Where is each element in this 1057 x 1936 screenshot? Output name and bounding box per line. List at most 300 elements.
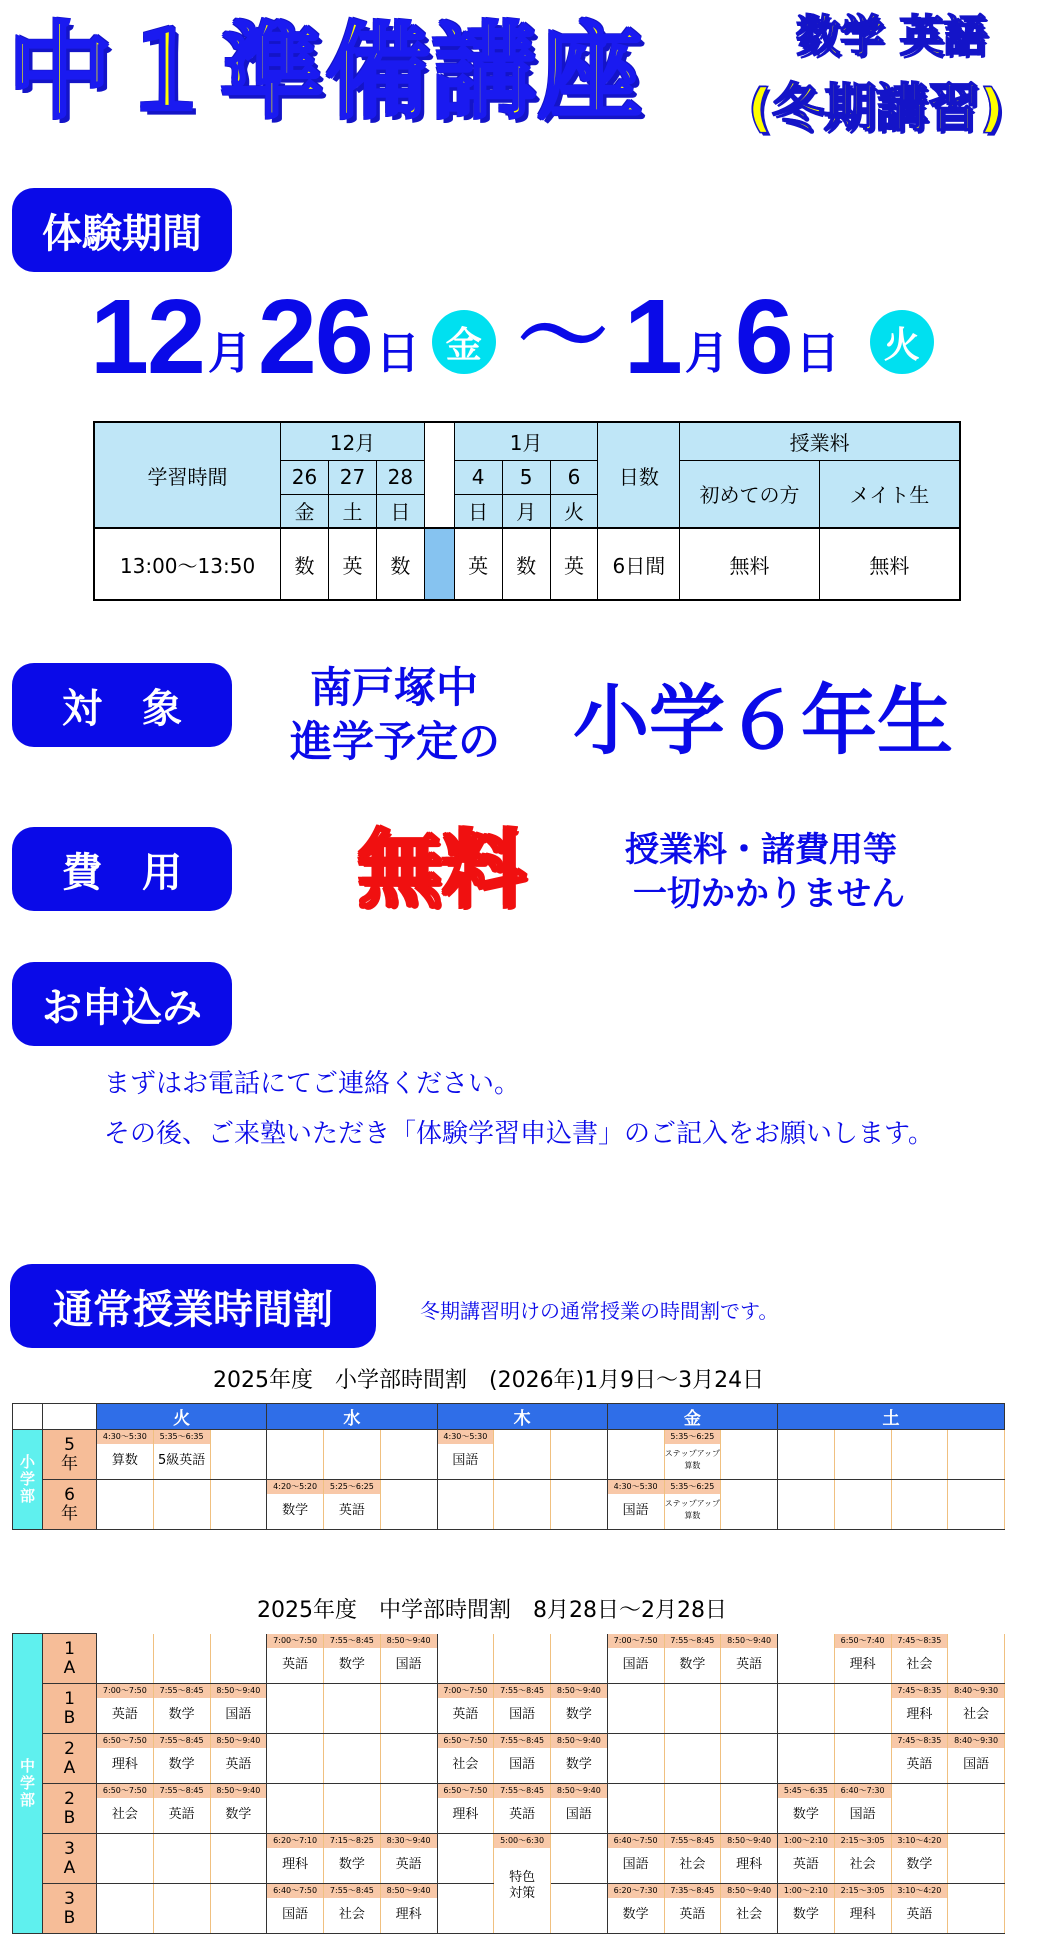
slot-subject: 数学 <box>168 1707 195 1722</box>
slot-time: 7:55～8:45 <box>494 1734 550 1748</box>
slot-time: 4:30～5:30 <box>438 1430 494 1444</box>
class-slot <box>153 1430 210 1480</box>
start-weekday-badge: 金 <box>432 310 496 374</box>
date-cell: 27 <box>328 460 376 494</box>
slot-time: 7:35～8:45 <box>665 1884 721 1898</box>
slot-subject: 理科 <box>111 1757 138 1772</box>
empty-slot <box>721 1430 778 1480</box>
slot-subject: 英語 <box>338 1503 365 1518</box>
target-school: 南戸塚中 <box>310 663 479 712</box>
empty-slot <box>834 1430 891 1480</box>
slot-time: 7:55～8:45 <box>154 1734 210 1748</box>
empty-slot <box>380 1784 437 1834</box>
empty-slot <box>607 1684 664 1734</box>
slot-subject: 英語 <box>906 1757 933 1772</box>
slot-time: 1:00～2:10 <box>778 1884 834 1898</box>
slot-subject: 国語 <box>395 1656 422 1672</box>
december-header: 12月 <box>281 422 425 460</box>
empty-slot <box>891 1784 948 1834</box>
empty-slot <box>891 1430 948 1480</box>
day-header: 土 <box>778 1404 1005 1430</box>
class-slot <box>437 1784 494 1834</box>
section-label: 小 学 部 <box>13 1430 43 1530</box>
empty-slot <box>948 1430 1005 1480</box>
apply-label: お申込み <box>12 962 232 1046</box>
slot-time: 7:55～8:45 <box>324 1634 380 1648</box>
slot-time: 2:15～3:05 <box>835 1884 891 1898</box>
slot-subject: 国語 <box>509 1707 536 1722</box>
slot-time: 8:40～9:30 <box>948 1684 1004 1698</box>
slot-subject: 理科 <box>849 1656 876 1672</box>
junior-timetable <box>12 1633 1005 1934</box>
slot-time: 8:50～9:40 <box>551 1784 607 1798</box>
slot-subject: 社会 <box>452 1757 479 1772</box>
slot-subject: 英語 <box>792 1857 819 1872</box>
corner-cell <box>13 1404 43 1430</box>
slot-subject: 英語 <box>225 1757 252 1772</box>
corner-cell <box>43 1404 97 1430</box>
slot-subject: 英語 <box>168 1807 195 1822</box>
class-slot <box>891 1684 948 1734</box>
slot-subject: 理科 <box>282 1857 309 1872</box>
day-header: 木 <box>437 1404 607 1430</box>
start-day-unit: 日 <box>375 328 420 379</box>
class-slot <box>721 1884 778 1934</box>
class-slot <box>437 1684 494 1734</box>
class-slot <box>437 1734 494 1784</box>
slot-subject: 数学 <box>338 1656 365 1672</box>
empty-slot <box>778 1480 835 1530</box>
class-slot <box>97 1734 154 1784</box>
slot-time: 1:00～2:10 <box>778 1834 834 1848</box>
empty-slot <box>664 1684 721 1734</box>
slot-subject: 数学 <box>792 1807 819 1822</box>
class-slot <box>778 1834 835 1884</box>
subject-cell: 英 <box>550 528 598 600</box>
class-slot <box>267 1834 324 1884</box>
slot-time: 5:35～6:35 <box>154 1430 210 1444</box>
empty-slot <box>380 1480 437 1530</box>
subject-cell: 英 <box>328 528 376 600</box>
empty-slot <box>437 1634 494 1684</box>
slot-time: 7:45～8:35 <box>892 1684 948 1698</box>
empty-slot <box>721 1684 778 1734</box>
class-slot <box>494 1734 551 1784</box>
fee-member-value: 無料 <box>819 528 960 600</box>
empty-slot <box>551 1884 608 1934</box>
slot-time: 8:50～9:40 <box>211 1684 267 1698</box>
empty-slot <box>437 1480 494 1530</box>
grade-label: 1 B <box>43 1684 97 1734</box>
empty-slot <box>267 1684 324 1734</box>
slot-subject: 国語 <box>452 1453 479 1468</box>
class-slot <box>607 1480 664 1530</box>
slot-time: 8:50～9:40 <box>551 1734 607 1748</box>
class-slot <box>494 1784 551 1834</box>
grade-label: 5 年 <box>43 1430 97 1480</box>
class-slot <box>380 1834 437 1884</box>
elementary-timetable-title: 2025年度 小学部時間割 (2026年)1月9日～3月24日 <box>213 1368 765 1393</box>
date-cell: 28 <box>376 460 424 494</box>
class-slot <box>210 1784 267 1834</box>
slot-time: 5:35～6:25 <box>665 1480 721 1494</box>
empty-slot <box>267 1784 324 1834</box>
slot-time: 6:20～7:30 <box>608 1884 664 1898</box>
slot-time: 3:10～4:20 <box>892 1834 948 1848</box>
slot-subject: 英語 <box>509 1807 536 1822</box>
empty-slot <box>551 1634 608 1684</box>
slot-time: 6:50～7:40 <box>835 1634 891 1648</box>
start-day-number: 26 <box>257 278 372 396</box>
slot-subject: 理科 <box>849 1907 876 1922</box>
slot-time: 8:30～9:40 <box>381 1834 437 1848</box>
empty-slot <box>948 1480 1005 1530</box>
class-slot <box>834 1634 891 1684</box>
subject-cell: 数 <box>376 528 424 600</box>
cost-note-2: 一切かかりません <box>633 874 905 914</box>
class-slot <box>267 1480 324 1530</box>
end-day-number: 6 <box>734 278 792 396</box>
slot-time: 4:20～5:20 <box>267 1480 323 1494</box>
slot-subject: 国語 <box>963 1757 990 1772</box>
class-slot <box>210 1684 267 1734</box>
slot-subject: 社会 <box>679 1857 706 1872</box>
slot-time: 8:50～9:40 <box>381 1634 437 1648</box>
slot-subject: 国語 <box>849 1807 876 1822</box>
grade-label: 2 A <box>43 1734 97 1784</box>
class-slot <box>664 1430 721 1480</box>
subjects-title: 数学 英語 <box>796 11 988 62</box>
slot-time: 8:50～9:40 <box>211 1734 267 1748</box>
slot-time: 4:30～5:30 <box>608 1480 664 1494</box>
slot-time: 5:00～6:30 <box>494 1834 550 1848</box>
class-slot <box>97 1784 154 1834</box>
class-slot <box>437 1430 494 1480</box>
slot-time: 5:25～6:25 <box>324 1480 380 1494</box>
date-cell: 6 <box>550 460 598 494</box>
class-slot <box>664 1884 721 1934</box>
grade-label: 2 B <box>43 1784 97 1834</box>
slot-subject: 英語 <box>111 1707 138 1722</box>
break-gap-cell <box>424 528 454 600</box>
slot-time: 7:00～7:50 <box>608 1634 664 1648</box>
empty-slot <box>778 1430 835 1480</box>
empty-slot <box>210 1834 267 1884</box>
slot-subject: ステップアップ算数 <box>664 1449 721 1470</box>
apply-line-1: まずはお電話にてご連絡ください。 <box>104 1069 521 1099</box>
apply-line-2: その後、ご来塾いただき「体験学習申込書」のご記入をお願いします。 <box>104 1119 934 1149</box>
empty-slot <box>97 1634 154 1684</box>
class-slot <box>551 1784 608 1834</box>
class-slot <box>380 1634 437 1684</box>
class-slot <box>153 1684 210 1734</box>
slot-subject: 特色対策 <box>509 1870 536 1901</box>
class-slot <box>551 1684 608 1734</box>
start-month-unit: 月 <box>207 328 252 379</box>
slot-time: 7:55～8:45 <box>154 1684 210 1698</box>
slot-subject: ステップアップ算数 <box>664 1499 721 1520</box>
empty-slot <box>721 1734 778 1784</box>
cost-note-1: 授業料・諸費用等 <box>625 830 897 870</box>
trial-period-label: 体験期間 <box>12 188 232 272</box>
grade-label: 6 年 <box>43 1480 97 1530</box>
slot-subject: 5級英語 <box>157 1453 206 1468</box>
empty-slot <box>494 1634 551 1684</box>
empty-slot <box>324 1684 381 1734</box>
class-slot <box>324 1884 381 1934</box>
trial-date-range <box>90 278 944 396</box>
slot-time: 7:55～8:45 <box>324 1884 380 1898</box>
start-month-number: 12 <box>90 278 204 396</box>
slot-time: 7:55～8:45 <box>494 1684 550 1698</box>
empty-slot <box>834 1734 891 1784</box>
class-slot <box>210 1734 267 1784</box>
slot-time: 6:40～7:30 <box>835 1784 891 1798</box>
slot-subject: 国語 <box>622 1503 649 1518</box>
class-slot <box>891 1634 948 1684</box>
range-tilde: ～ <box>517 284 608 389</box>
slot-time: 4:30～5:30 <box>97 1430 153 1444</box>
slot-time: 6:20～7:10 <box>267 1834 323 1848</box>
weekday-cell: 日 <box>454 494 502 528</box>
empty-slot <box>380 1430 437 1480</box>
slot-time: 7:15～8:25 <box>324 1834 380 1848</box>
target-grade: 小学６年生 <box>573 676 953 765</box>
slot-subject: 理科 <box>906 1707 933 1722</box>
end-month-unit: 月 <box>684 328 729 379</box>
slot-time: 6:50～7:50 <box>97 1734 153 1748</box>
class-slot <box>551 1734 608 1784</box>
subject-cell: 英 <box>454 528 502 600</box>
slot-subject: 数学 <box>622 1907 649 1922</box>
empty-slot <box>267 1430 324 1480</box>
fee-member-header: メイト生 <box>819 460 960 528</box>
slot-subject: 英語 <box>452 1707 479 1722</box>
class-slot <box>664 1480 721 1530</box>
empty-slot <box>664 1734 721 1784</box>
empty-slot <box>834 1684 891 1734</box>
empty-slot <box>607 1734 664 1784</box>
empty-slot <box>380 1684 437 1734</box>
january-header: 1月 <box>454 422 598 460</box>
empty-slot <box>324 1784 381 1834</box>
slot-time: 6:40～7:50 <box>608 1834 664 1848</box>
slot-subject: 英語 <box>906 1907 933 1922</box>
empty-slot <box>778 1684 835 1734</box>
class-slot <box>664 1634 721 1684</box>
target-label: 対 象 <box>12 663 232 747</box>
slot-subject: 国語 <box>622 1656 649 1672</box>
slot-subject: 数学 <box>906 1857 933 1872</box>
end-weekday-badge: 火 <box>870 310 934 374</box>
slot-subject: 数学 <box>338 1857 365 1872</box>
day-header: 水 <box>267 1404 437 1430</box>
class-slot <box>380 1884 437 1934</box>
empty-slot <box>607 1784 664 1834</box>
weekday-cell: 火 <box>550 494 598 528</box>
empty-slot <box>210 1884 267 1934</box>
class-slot <box>948 1734 1005 1784</box>
empty-slot <box>210 1634 267 1684</box>
class-slot <box>834 1834 891 1884</box>
trial-schedule-table <box>93 421 961 601</box>
cost-label: 費 用 <box>12 827 232 911</box>
class-slot <box>721 1634 778 1684</box>
break-gap <box>424 422 454 528</box>
empty-slot <box>778 1634 835 1684</box>
class-slot <box>607 1884 664 1934</box>
class-slot <box>153 1734 210 1784</box>
empty-slot <box>607 1430 664 1480</box>
slot-time: 8:50～9:40 <box>721 1634 777 1648</box>
main-title: 中１準備講座 <box>8 11 645 133</box>
slot-subject: 理科 <box>452 1807 479 1822</box>
regular-label: 通常授業時間割 <box>10 1264 376 1348</box>
empty-slot <box>948 1884 1005 1934</box>
empty-slot <box>97 1884 154 1934</box>
weekday-cell: 金 <box>281 494 329 528</box>
slot-subject: 社会 <box>849 1857 876 1872</box>
empty-slot <box>948 1634 1005 1684</box>
fee-new-header: 初めての方 <box>680 460 820 528</box>
empty-slot <box>834 1480 891 1530</box>
empty-slot <box>778 1734 835 1784</box>
weekday-cell: 月 <box>502 494 550 528</box>
weekday-cell: 土 <box>328 494 376 528</box>
empty-slot <box>721 1480 778 1530</box>
slot-time: 5:45～6:35 <box>778 1784 834 1798</box>
empty-slot <box>437 1834 494 1884</box>
subject-cell: 数 <box>502 528 550 600</box>
empty-slot <box>494 1430 551 1480</box>
slot-subject: 数学 <box>565 1707 592 1722</box>
slot-subject: 国語 <box>565 1807 592 1822</box>
slot-subject: 国語 <box>622 1857 649 1872</box>
empty-slot <box>891 1480 948 1530</box>
slot-time: 7:55～8:45 <box>665 1634 721 1648</box>
slot-time: 8:50～9:40 <box>721 1834 777 1848</box>
slot-subject: 数学 <box>282 1503 309 1518</box>
empty-slot <box>721 1784 778 1834</box>
empty-slot <box>210 1480 267 1530</box>
class-slot <box>494 1684 551 1734</box>
slot-subject: 数学 <box>168 1757 195 1772</box>
slot-time: 7:55～8:45 <box>494 1784 550 1798</box>
empty-slot <box>437 1884 494 1934</box>
slot-subject: 国語 <box>509 1757 536 1772</box>
grade-label: 1 A <box>43 1634 97 1684</box>
slot-time: 7:45～8:35 <box>892 1734 948 1748</box>
slot-subject: 英語 <box>679 1907 706 1922</box>
day-header: 金 <box>607 1404 777 1430</box>
slot-subject: 算数 <box>111 1453 138 1468</box>
lesson-time-cell: 13:00～13:50 <box>94 528 281 600</box>
slot-subject: 社会 <box>736 1907 763 1922</box>
class-slot <box>324 1834 381 1884</box>
slot-subject: 社会 <box>111 1807 138 1822</box>
empty-slot <box>97 1834 154 1884</box>
slot-subject: 社会 <box>338 1907 365 1922</box>
class-slot <box>778 1784 835 1834</box>
slot-time: 8:50～9:40 <box>381 1884 437 1898</box>
session-title: (冬期講習) <box>748 79 1004 139</box>
slot-time: 7:55～8:45 <box>665 1834 721 1848</box>
class-slot <box>607 1834 664 1884</box>
empty-slot <box>153 1480 210 1530</box>
class-slot <box>834 1784 891 1834</box>
days-count-cell: 6日間 <box>598 528 680 600</box>
days-header: 日数 <box>598 422 680 528</box>
slot-subject: 英語 <box>282 1656 309 1672</box>
slot-subject: 英語 <box>736 1656 763 1672</box>
empty-slot <box>153 1634 210 1684</box>
end-day-unit: 日 <box>795 328 840 379</box>
slot-subject: 社会 <box>963 1707 990 1722</box>
grade-label: 3 B <box>43 1884 97 1934</box>
empty-slot <box>267 1734 324 1784</box>
slot-time: 7:00～7:50 <box>438 1684 494 1698</box>
regular-note: 冬期講習明けの通常授業の時間割です。 <box>420 1299 779 1323</box>
class-slot <box>153 1784 210 1834</box>
slot-time: 8:50～9:40 <box>721 1884 777 1898</box>
slot-time: 6:50～7:50 <box>438 1784 494 1798</box>
slot-time: 8:50～9:40 <box>551 1684 607 1698</box>
empty-slot <box>324 1734 381 1784</box>
slot-subject: 社会 <box>906 1656 933 1672</box>
empty-slot <box>153 1884 210 1934</box>
free-label: 無料 <box>358 821 527 919</box>
slot-time: 3:10～4:20 <box>892 1884 948 1898</box>
slot-subject: 理科 <box>395 1907 422 1922</box>
class-slot <box>607 1634 664 1684</box>
empty-slot <box>551 1430 608 1480</box>
section-label: 中 学 部 <box>13 1634 43 1934</box>
elementary-timetable <box>12 1403 1005 1530</box>
class-slot <box>948 1684 1005 1734</box>
slot-time: 6:40～7:50 <box>267 1884 323 1898</box>
empty-slot <box>97 1480 154 1530</box>
class-slot <box>97 1684 154 1734</box>
class-slot <box>891 1734 948 1784</box>
slot-time: 6:50～7:50 <box>438 1734 494 1748</box>
slot-time: 5:35～6:25 <box>665 1430 721 1444</box>
slot-time: 8:50～9:40 <box>211 1784 267 1798</box>
empty-slot <box>551 1480 608 1530</box>
slot-time: 7:55～8:45 <box>154 1784 210 1798</box>
slot-time: 7:00～7:50 <box>97 1684 153 1698</box>
slot-subject: 英語 <box>395 1857 422 1872</box>
target-desc: 進学予定の <box>290 717 501 766</box>
slot-time: 2:15～3:05 <box>835 1834 891 1848</box>
class-slot <box>267 1634 324 1684</box>
subject-cell: 数 <box>281 528 329 600</box>
class-slot <box>97 1430 154 1480</box>
slot-subject: 数学 <box>225 1807 252 1822</box>
date-cell: 26 <box>281 460 329 494</box>
end-month-number: 1 <box>623 278 681 396</box>
junior-timetable-title: 2025年度 中学部時間割 8月28日～2月28日 <box>257 1598 727 1623</box>
empty-slot <box>948 1784 1005 1834</box>
day-header: 火 <box>97 1404 267 1430</box>
special-slot <box>494 1834 551 1934</box>
class-slot <box>891 1884 948 1934</box>
class-slot <box>267 1884 324 1934</box>
empty-slot <box>324 1430 381 1480</box>
empty-slot <box>664 1784 721 1834</box>
weekday-cell: 日 <box>376 494 424 528</box>
fee-header: 授業料 <box>680 422 960 460</box>
date-cell: 4 <box>454 460 502 494</box>
